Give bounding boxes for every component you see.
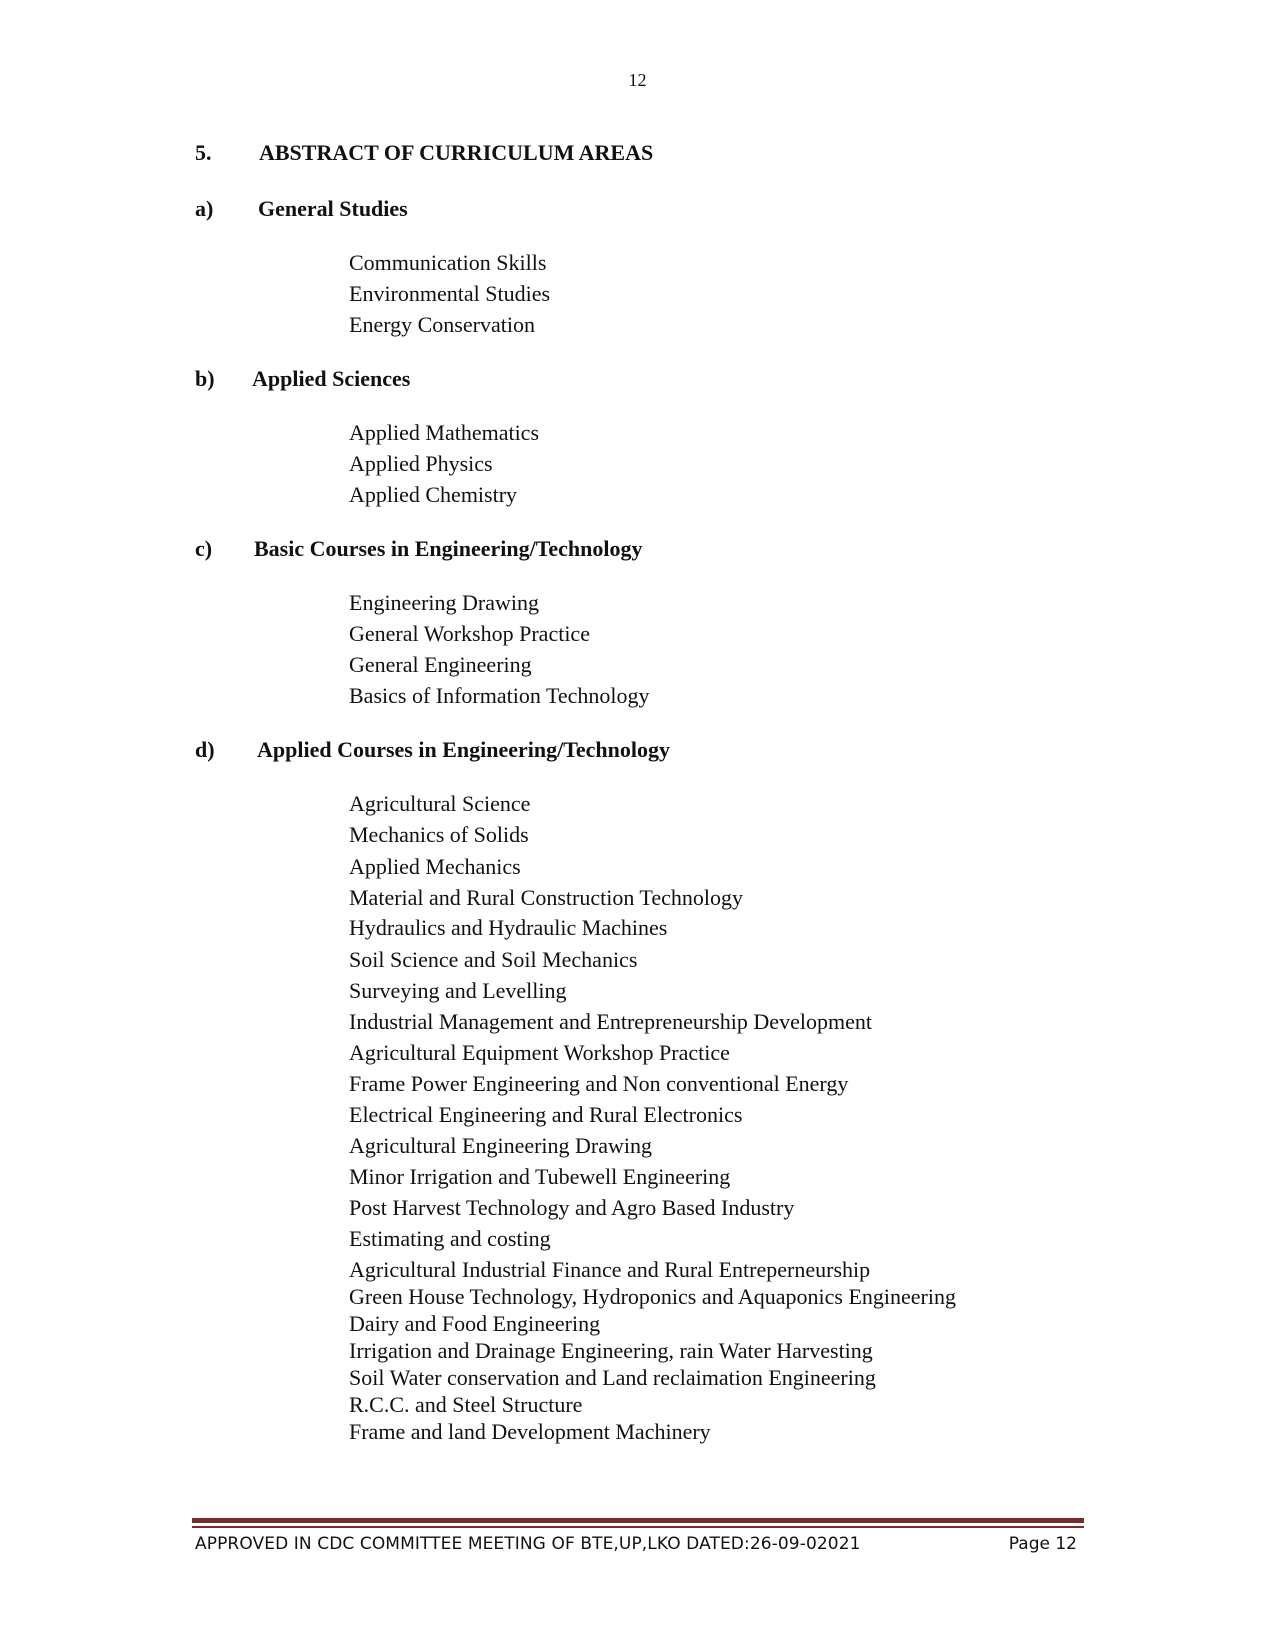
list-item: Agricultural Science (349, 791, 531, 816)
list-item: General Workshop Practice (349, 621, 590, 646)
list-item: Industrial Management and Entrepreneurship Development (349, 1009, 872, 1034)
list-item: Irrigation and Drainage Engineering, rain Water Harvesting (349, 1338, 873, 1363)
main-heading-title: ABSTRACT OF CURRICULUM AREAS (259, 140, 654, 165)
list-item: Post Harvest Technology and Agro Based Industry (349, 1195, 795, 1220)
list-item: Electrical Engineering and Rural Electronics (349, 1102, 743, 1127)
footer-approval-note: APPROVED IN CDC COMMITTEE MEETING OF BTE,UP,LKO DATED:26-09-02021 (195, 1534, 861, 1554)
section-title: Applied Sciences (252, 366, 411, 391)
list-item: Material and Rural Construction Technology (349, 885, 743, 910)
list-item: Applied Physics (349, 451, 493, 476)
page-number: 12 (628, 70, 647, 90)
footer-divider-thin (192, 1526, 1084, 1528)
list-item: Agricultural Equipment Workshop Practice (349, 1040, 730, 1065)
list-item: Applied Chemistry (349, 482, 518, 507)
section-title: Basic Courses in Engineering/Technology (254, 536, 643, 561)
list-item: Applied Mechanics (349, 854, 521, 879)
list-item: Soil Water conservation and Land reclaimation Engineering (349, 1365, 876, 1390)
list-item: Frame and land Development Machinery (349, 1419, 711, 1444)
list-item: Estimating and costing (349, 1226, 551, 1251)
list-item: Minor Irrigation and Tubewell Engineering (349, 1164, 731, 1189)
list-item: R.C.C. and Steel Structure (349, 1392, 583, 1417)
section-marker: c) (195, 536, 213, 561)
section-marker: b) (195, 366, 215, 391)
list-item: Soil Science and Soil Mechanics (349, 947, 638, 972)
list-item: Frame Power Engineering and Non conventional Energy (349, 1071, 849, 1096)
footer-page-label: Page 12 (1008, 1534, 1077, 1554)
list-item: Agricultural Engineering Drawing (349, 1133, 653, 1158)
section-marker: d) (195, 737, 215, 762)
list-item: Energy Conservation (349, 312, 535, 337)
list-item: Applied Mathematics (349, 420, 540, 445)
list-item: Hydraulics and Hydraulic Machines (349, 915, 668, 940)
list-item: Environmental Studies (349, 281, 551, 306)
section-title: General Studies (258, 196, 408, 221)
main-heading-number: 5. (195, 140, 212, 165)
section-title: Applied Courses in Engineering/Technology (257, 737, 670, 762)
list-item: Dairy and Food Engineering (349, 1311, 601, 1336)
list-item: Agricultural Industrial Finance and Rural Entreperneurship (349, 1257, 871, 1282)
footer-divider (192, 1518, 1084, 1523)
section-marker: a) (195, 196, 214, 221)
list-item: Basics of Information Technology (349, 683, 650, 708)
list-item: Communication Skills (349, 250, 547, 275)
list-item: Mechanics of Solids (349, 822, 529, 847)
list-item: Surveying and Levelling (349, 978, 567, 1003)
list-item: Green House Technology, Hydroponics and Aquaponics Engineering (349, 1284, 956, 1309)
list-item: General Engineering (349, 652, 532, 677)
list-item: Engineering Drawing (349, 590, 539, 615)
